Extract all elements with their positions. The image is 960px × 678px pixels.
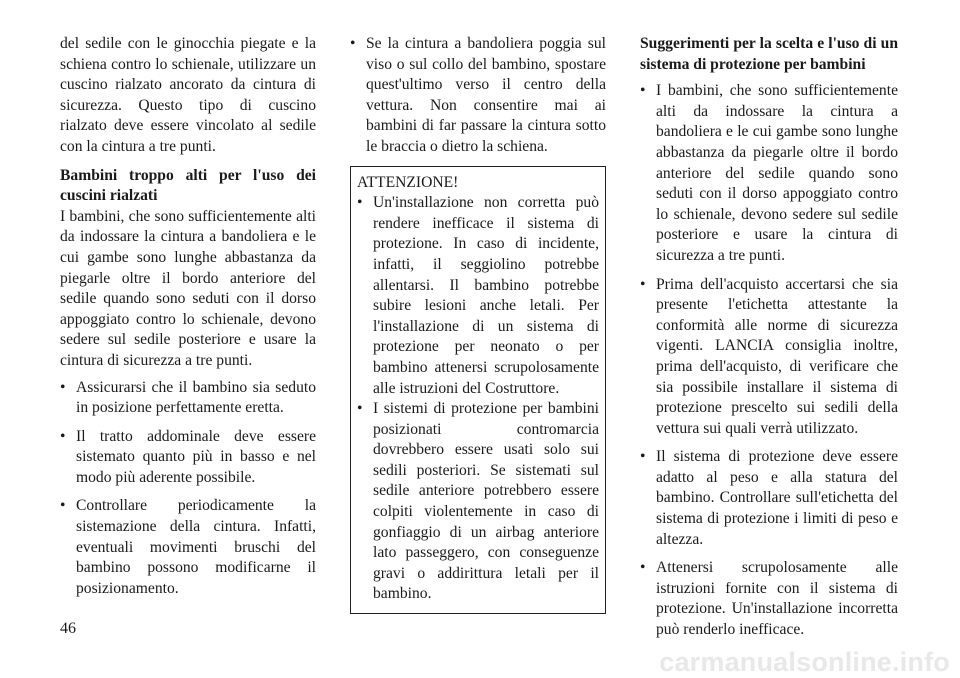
list-item: • Se la cintura a bandoliera poggia sul viso o sul collo del bambino, spostare quest'ultimo verso il centro della vettura. Non consentire mai ai bambini di far passare la cintura sotto le braccia o dietro la schiena. xyxy=(350,34,606,158)
list-item: • Assicurarsi che il bambino sia seduto in posizione perfettamente eretta. xyxy=(60,378,316,419)
paragraph-intro: del sedile con le ginocchia piegate e la schiena contro lo schienale, utilizzare un cuscino rialzato ancorato da cintura di sicurezza. Questo tipo di cuscino rialzato deve essere vincolato al sedile con la cintura a tre punti. xyxy=(60,35,316,155)
list-item: • I bambini, che sono sufficientemente alti da indossare la cintura a bandoliera e le cui gambe sono lunghe abbastanza da piegarle oltre il bordo anteriore del sedile quando sono seduti con il dorso appoggiato contro lo schienale, devono sedere sul sedile posteriore e usare la cintura di sicurezza a tre punti. xyxy=(640,81,898,266)
list-item: • Controllare periodicamente la sistemazione della cintura. Infatti, eventuali movimenti bruschi del bambino possono modificarne il posizionamento. xyxy=(60,496,316,599)
list-item: • Attenersi scrupolosamente alle istruzioni fornite con il sistema di protezione. Un'installazione incorretta può renderlo inefficace. xyxy=(640,558,898,640)
section-heading-suggestions: Suggerimenti per la scelta e l'uso di un sistema di protezione per bambini xyxy=(640,35,898,73)
column-left xyxy=(60,34,316,607)
list-item: • Il tratto addominale deve essere sistemato quanto più in basso e nel modo più aderente possibile. xyxy=(60,427,316,489)
section-heading-tall-children: Bambini troppo alti per l'uso dei cuscini rialzati xyxy=(60,166,316,205)
page-number: 46 xyxy=(60,620,76,637)
watermark: carmanualsonline.info xyxy=(659,647,950,677)
column-middle xyxy=(350,34,606,614)
bullet-list-middle xyxy=(350,34,606,158)
warning-box xyxy=(350,166,606,614)
warning-item: • I sistemi di protezione per bambini posizionati contromarcia dovrebbero essere usati solo sui sedili posteriori. Se sistemati sul sedile anteriore potrebbero essere colpiti violentemente in caso di gonfiaggio di un airbag anteriore lato passeggero, con conseguenze gravi o addirittura letali per il bambino. xyxy=(357,399,599,605)
list-item: • Il sistema di protezione deve essere adatto al peso e alla statura del bambino. Controllare sull'etichetta del sistema di protezione i limiti di peso e altezza. xyxy=(640,447,898,550)
bullet-list-right xyxy=(640,81,898,640)
warning-list xyxy=(357,193,599,605)
warning-title: ATTENZIONE! xyxy=(357,173,459,191)
warning-item: • Un'installazione non corretta può rendere inefficace il sistema di protezione. In caso di incidente, infatti, il seggiolino potrebbe allentarsi. Il bambino potrebbe subire lesioni anche letali. Per l'installazione di un sistema di protezione per neonato o per bambino attenersi scrupolosamente alle istruzioni del Costruttore. xyxy=(357,193,599,399)
list-item: • Prima dell'acquisto accertarsi che sia presente l'etichetta attestante la conformità alle norme di sicurezza vigenti. LANCIA consiglia inoltre, prima dell'acquisto, di verificare che sia possibile installare il sistema di protezione prescelto sui sedili della vettura sui quali verrà utilizzato. xyxy=(640,275,898,440)
paragraph-tall-children: I bambini, che sono sufficientemente alti da indossare la cintura a bandoliera e le cui gambe sono lunghe abbastanza da piegarle oltre il bordo anteriore del sedile quando sono seduti con il dorso appoggiato contro lo schienale, devono sedere sul sedile posteriore e usare la cintura di sicurezza a tre punti. xyxy=(60,207,316,369)
column-right xyxy=(640,34,898,649)
bullet-list-left xyxy=(60,378,316,600)
